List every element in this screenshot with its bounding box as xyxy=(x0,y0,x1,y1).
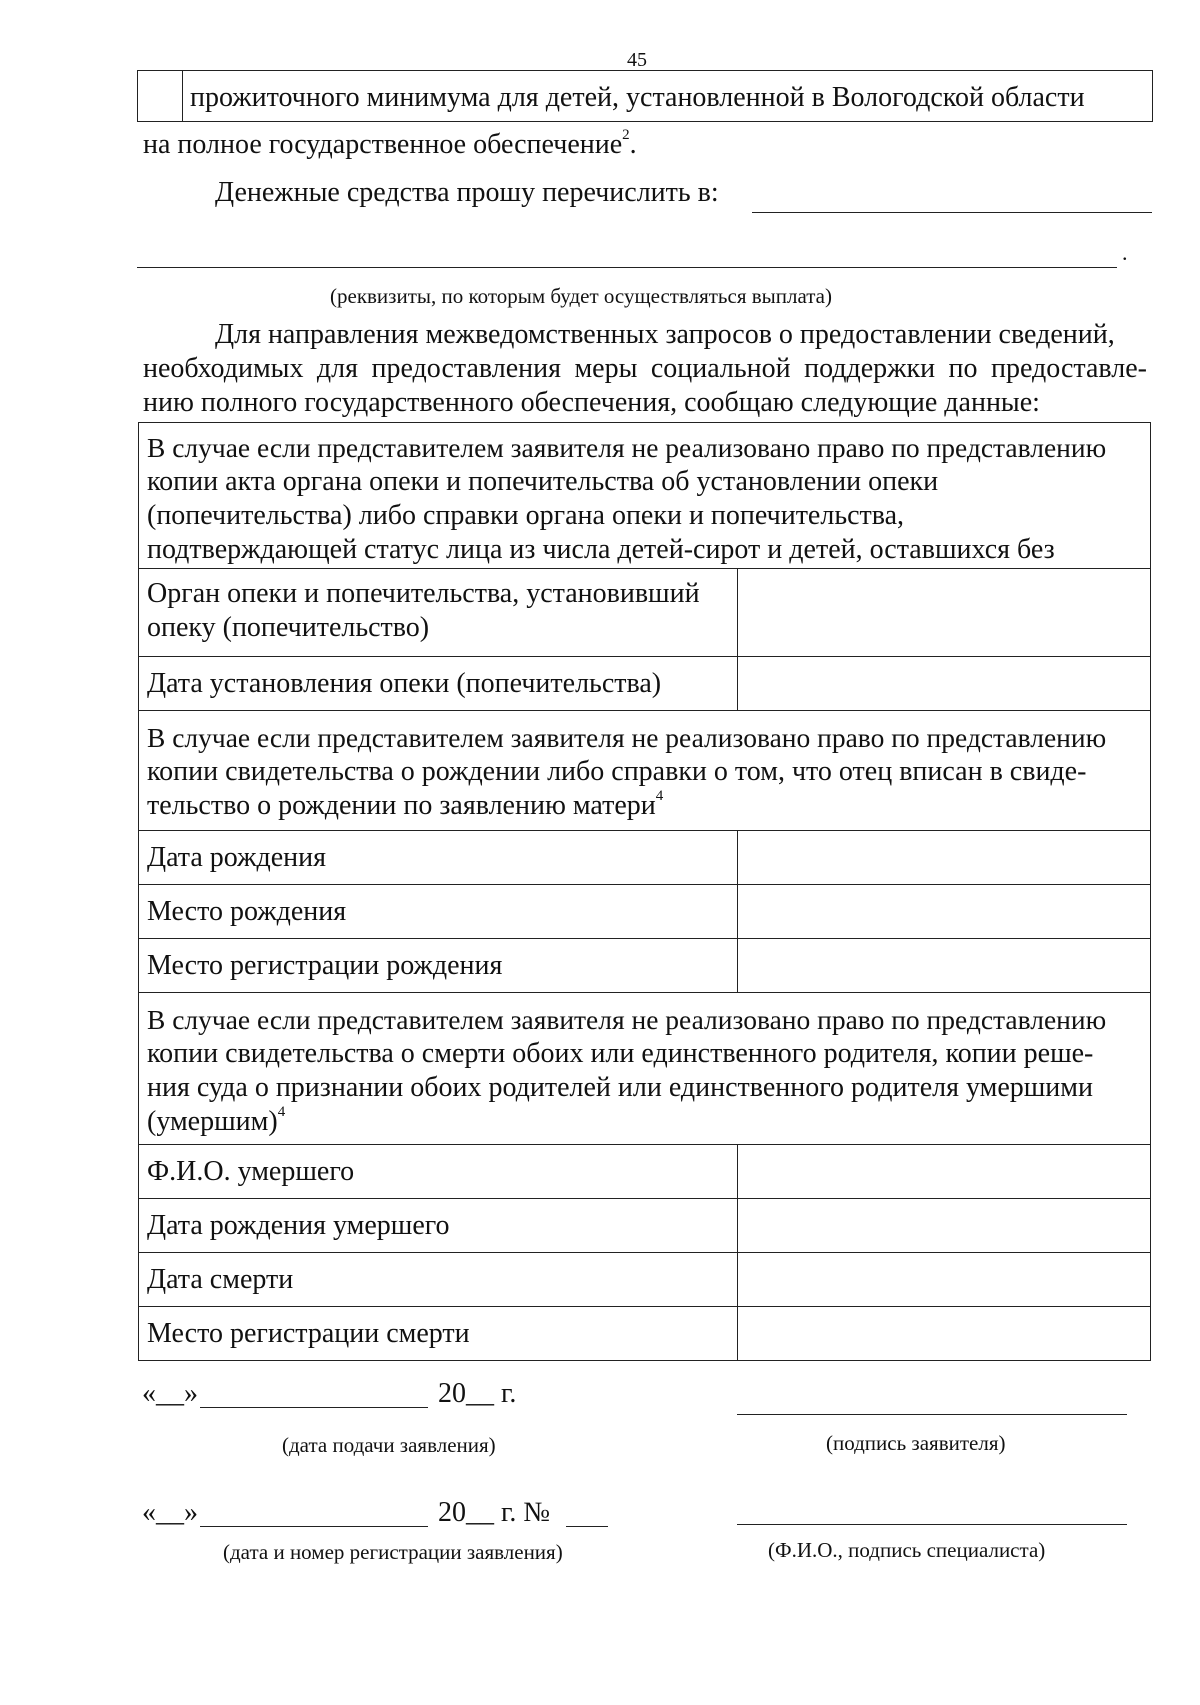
footnote-ref: 4 xyxy=(655,787,664,804)
death-date-label: Дата смерти xyxy=(147,1264,294,1295)
specialist-signature-field[interactable] xyxy=(737,1524,1127,1525)
page-number: 45 xyxy=(627,49,647,71)
death-header-line: В случае если представителем заявителя не реализовано право по представлению xyxy=(147,1004,1107,1035)
applicant-signature-caption: (подпись заявителя) xyxy=(826,1431,1006,1455)
table-row xyxy=(139,885,1151,939)
guardianship-date-value[interactable] xyxy=(738,657,1151,711)
registration-date-field[interactable] xyxy=(200,1526,428,1527)
guardian-authority-value[interactable] xyxy=(738,569,1151,657)
transfer-label: Денежные средства прошу перечислить в: xyxy=(215,177,719,208)
birth-header-row xyxy=(139,711,1151,831)
death-header-line: (умершим) xyxy=(147,1106,278,1137)
deceased-name-label: Ф.И.О. умершего xyxy=(147,1156,355,1187)
table-row xyxy=(139,831,1151,885)
table-row xyxy=(139,939,1151,993)
table-row xyxy=(139,1145,1151,1199)
registration-number-field[interactable] xyxy=(566,1526,608,1527)
table-row xyxy=(139,1253,1151,1307)
footnote-ref: 2 xyxy=(622,126,630,143)
birth-place-value[interactable] xyxy=(738,885,1151,939)
death-registration-label: Место регистрации смерти xyxy=(147,1318,470,1349)
guardian-authority-label: Орган опеки и попечительства, установивший xyxy=(147,578,700,609)
guardianship-date-label: Дата установления опеки (попечительства) xyxy=(147,668,662,699)
submission-date-field[interactable] xyxy=(200,1407,428,1408)
requisites-field-line[interactable] xyxy=(137,267,1117,268)
registration-year: 20__ г. № xyxy=(438,1497,551,1528)
requisites-dot: . xyxy=(1122,240,1128,265)
footnote-ref: 4 xyxy=(277,1103,286,1120)
guardianship-header-line: В случае если представителем заявителя не реализовано право по представлению xyxy=(147,432,1107,463)
table-row xyxy=(139,1307,1151,1361)
birth-header-line: тельство о рождении по заявлению матери xyxy=(147,790,656,821)
top-box-divider xyxy=(182,71,183,121)
provision-line xyxy=(143,128,637,162)
table-row xyxy=(139,657,1151,711)
guardianship-header-line: подтверждающей статус лица из числа детей-сирот и детей, оставшихся без xyxy=(147,534,1055,565)
guardianship-header-line: (попечительства) либо справки органа опеки и попечительства, xyxy=(147,500,905,531)
guardian-authority-label-2: опеку (попечительство) xyxy=(147,612,430,643)
intro-paragraph xyxy=(143,318,1147,420)
birth-registration-value[interactable] xyxy=(738,939,1151,993)
deceased-name-value[interactable] xyxy=(738,1145,1151,1199)
applicant-signature-field[interactable] xyxy=(737,1414,1127,1415)
death-header-line: ния суда о признании обоих родителей или единственного родителя умершими xyxy=(147,1072,1093,1103)
table-row xyxy=(139,1199,1151,1253)
transfer-field-line[interactable] xyxy=(752,212,1152,213)
registration-caption: (дата и номер регистрации заявления) xyxy=(223,1540,563,1564)
top-box-text: прожиточного минимума для детей, установленной в Вологодской области xyxy=(190,82,1085,113)
death-header-row xyxy=(139,993,1151,1145)
birth-registration-label: Место регистрации рождения xyxy=(147,950,503,981)
intro-line: необходимых для предоставления меры социальной поддержки по предоставле- xyxy=(143,353,1147,384)
top-box xyxy=(137,70,1153,122)
death-registration-value[interactable] xyxy=(738,1307,1151,1361)
intro-line: Для направления межведомственных запросов о предоставлении сведений, xyxy=(215,319,1115,350)
birth-header-line: копии свидетельства о рождении либо справки о том, что отец вписан в свиде- xyxy=(147,756,1087,787)
data-table xyxy=(138,422,1151,1361)
deceased-birth-date-value[interactable] xyxy=(738,1199,1151,1253)
guardianship-header-line: копии акта органа опеки и попечительства об установлении опеки xyxy=(147,466,939,497)
birth-date-value[interactable] xyxy=(738,831,1151,885)
requisites-caption: (реквизиты, по которым будет осуществляться выплата) xyxy=(330,284,832,308)
submission-date-caption: (дата подачи заявления) xyxy=(282,1433,496,1457)
registration-date-open: «__» xyxy=(142,1497,198,1528)
submission-year: 20__ г. xyxy=(438,1378,517,1409)
provision-end: . xyxy=(629,129,637,160)
deceased-birth-date-label: Дата рождения умершего xyxy=(147,1210,450,1241)
submission-date-open: «__» xyxy=(142,1378,198,1409)
birth-header-line: В случае если представителем заявителя не реализовано право по представлению xyxy=(147,722,1107,753)
specialist-caption: (Ф.И.О., подпись специалиста) xyxy=(768,1538,1046,1562)
birth-place-label: Место рождения xyxy=(147,896,347,927)
intro-line: нию полного государственного обеспечения, сообщаю следующие данные: xyxy=(143,387,1040,418)
provision-text: на полное государственное обеспечение xyxy=(143,129,623,160)
guardianship-header-row xyxy=(139,423,1151,569)
death-date-value[interactable] xyxy=(738,1253,1151,1307)
birth-date-label: Дата рождения xyxy=(147,842,326,873)
death-header-line: копии свидетельства о смерти обоих или единственного родителя, копии реше- xyxy=(147,1038,1094,1069)
table-row xyxy=(139,569,1151,657)
